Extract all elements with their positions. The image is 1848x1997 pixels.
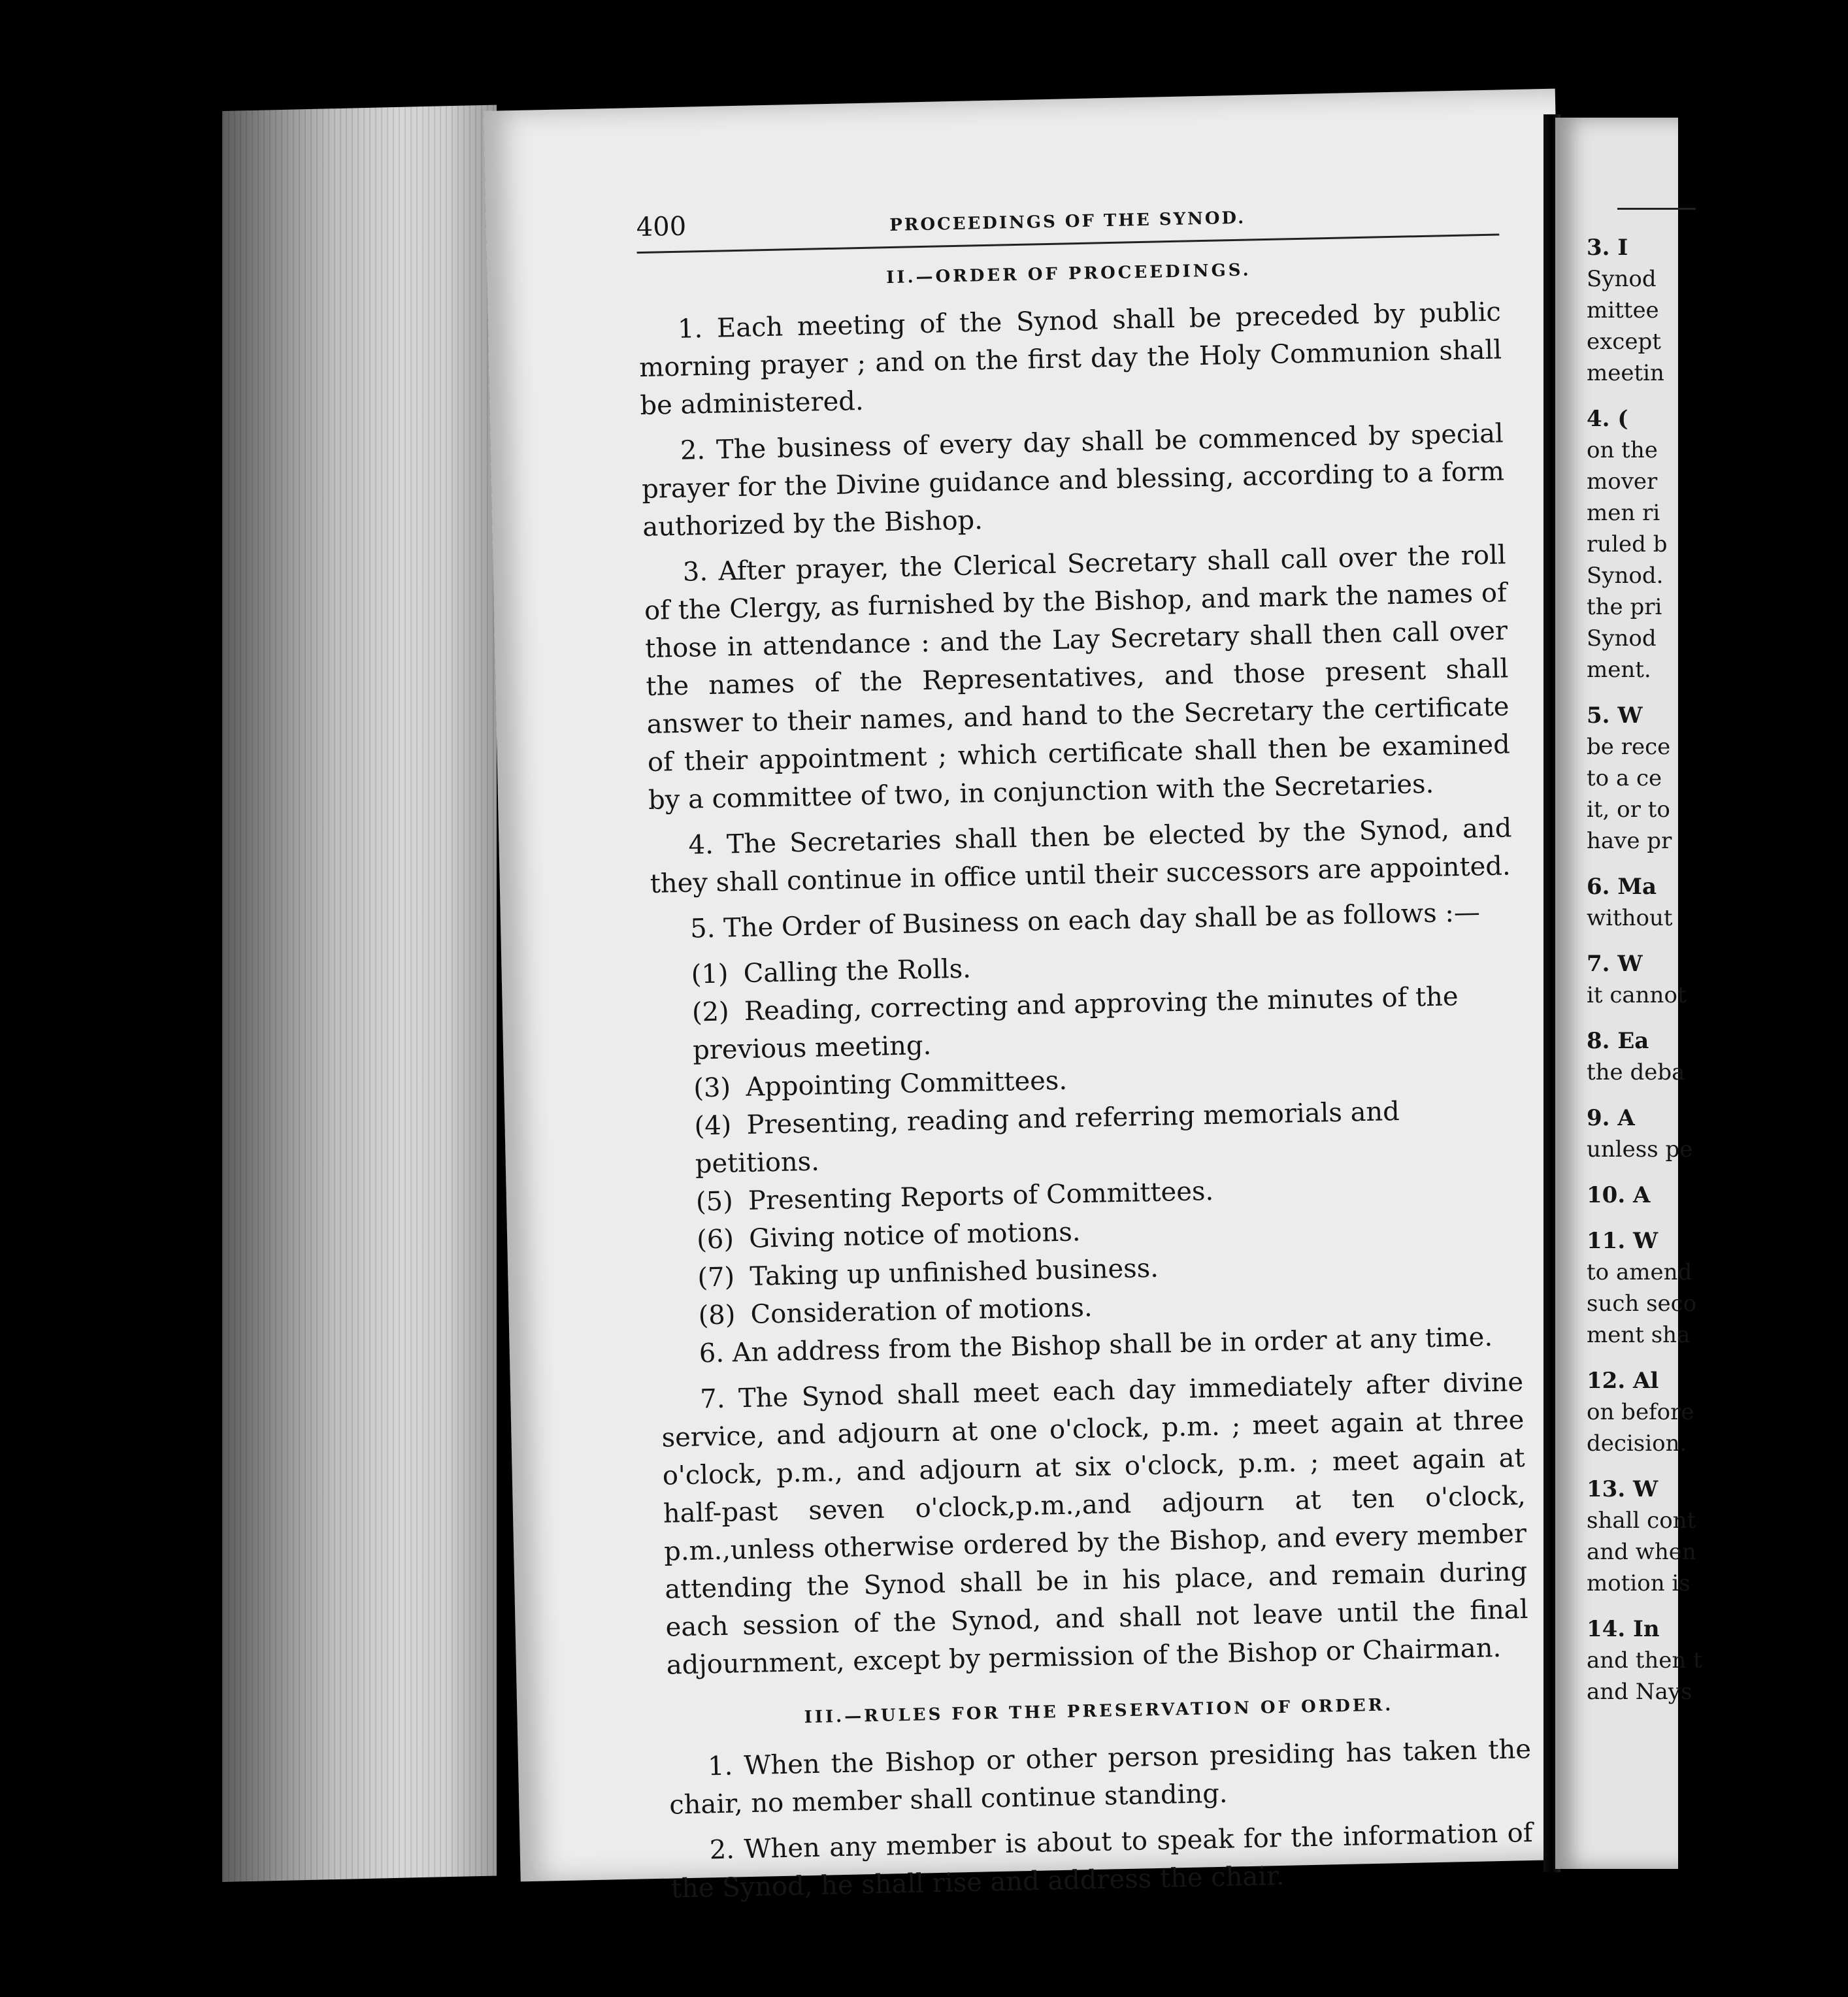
left-page xyxy=(484,89,1592,1904)
list-item: (5) Presenting Reports of Committees. xyxy=(695,1176,1214,1217)
page-number: 400 xyxy=(636,211,687,243)
right-page-line: men ri xyxy=(1587,500,1660,526)
right-page-line: 10. A xyxy=(1587,1182,1651,1208)
section-ii-title: II.—ORDER OF PROCEEDINGS. xyxy=(885,260,1251,288)
right-page-line: mittee xyxy=(1587,297,1659,323)
right-page-line: be rece xyxy=(1587,734,1671,760)
right-page-line: the deba xyxy=(1587,1059,1685,1085)
paragraph-3: 3. After prayer, the Clerical Secretary shall call over the roll of the Clergy, as furnished by the Bishop, and mark the names of those in attendance : and the Lay Secretary shall then call over the names of the Representatives, and those present shall answer to their names, and hand to the Secretary the certificate of their appointment ; which certificate shall then be examined by a committee of two, in conjunction with the Secretaries. xyxy=(644,540,1511,816)
paragraph-5: 5. The Order of Business on each day shall be as follows :— xyxy=(689,897,1481,944)
right-page-line: without xyxy=(1587,905,1673,931)
right-page-gap xyxy=(1587,1211,1848,1225)
right-page-gap xyxy=(1587,685,1848,700)
right-page-line: 12. Al xyxy=(1587,1368,1659,1394)
list-item: (4) Presenting, reading and referring memorials and petitions. xyxy=(694,1096,1400,1180)
right-page-line: it cannot xyxy=(1587,982,1687,1008)
section-iii-title: III.—RULES FOR THE PRESERVATION OF ORDER. xyxy=(804,1695,1394,1728)
right-page-line: decision. xyxy=(1587,1430,1687,1457)
list-item: (6) Giving notice of motions. xyxy=(696,1217,1081,1255)
right-page-line: have pr xyxy=(1587,828,1672,854)
right-page-rule xyxy=(1617,208,1696,210)
right-page-gap xyxy=(1587,1351,1848,1365)
paragraph-1: 1. Each meeting of the Synod shall be preceded by public morning prayer ; and on the first day the Holy Communion shall be administered. xyxy=(638,297,1502,421)
order-of-business-list xyxy=(652,938,1522,1336)
right-page-line: 9. A xyxy=(1587,1105,1635,1131)
list-item: (3) Appointing Committees. xyxy=(693,1065,1068,1104)
right-page-fragment xyxy=(1555,118,1702,1869)
right-page-line: such seco xyxy=(1587,1291,1697,1317)
list-item: (1) Calling the Rolls. xyxy=(691,953,972,990)
list-item: (2) Reading, correcting and approving the minutes of the previous meeting. xyxy=(691,982,1459,1066)
right-page-gap xyxy=(1587,1459,1848,1474)
right-page-gap xyxy=(1587,857,1848,871)
right-page-line: ruled b xyxy=(1587,531,1668,557)
book-page-edge-lines xyxy=(222,105,497,1882)
right-page-lines xyxy=(1587,232,1848,1708)
paragraph-6: 6. An address from the Bishop shall be in order at any time. xyxy=(699,1322,1493,1369)
right-page-line: to amend xyxy=(1587,1259,1692,1285)
right-page-line: 14. In xyxy=(1587,1616,1660,1642)
right-page-gap xyxy=(1587,1088,1848,1102)
right-page-line: on before xyxy=(1587,1399,1694,1425)
right-page-gap xyxy=(1587,934,1848,948)
right-page-gap xyxy=(1587,1011,1848,1025)
right-page-line: and when xyxy=(1587,1539,1696,1565)
right-page-line: mover xyxy=(1587,469,1658,495)
rule-2: 2. When any member is about to speak for the information of the Synod, he shall rise and address the chair. xyxy=(670,1817,1534,1904)
list-item: (8) Consideration of motions. xyxy=(698,1292,1093,1331)
right-page-line: and Nays xyxy=(1587,1679,1692,1705)
right-page-line: Synod. xyxy=(1587,563,1664,589)
right-page-line: it, or to xyxy=(1587,797,1670,823)
right-page-line: on the xyxy=(1587,437,1658,463)
rule-1: 1. When the Bishop or other person presiding has taken the chair, no member shall continue standing. xyxy=(668,1734,1532,1821)
right-page-line: 8. Ea xyxy=(1587,1028,1649,1054)
right-page-line: and then t xyxy=(1587,1647,1702,1674)
right-page-line: except xyxy=(1587,329,1661,355)
right-page-line: 5. W xyxy=(1587,702,1643,729)
right-page-line: 4. ( xyxy=(1587,406,1628,432)
paragraph-2: 2. The business of every day shall be commenced by special prayer for the Divine guidance and blessing, according to a form authorized by the Bishop. xyxy=(641,418,1505,543)
right-page-gap xyxy=(1587,1165,1848,1180)
list-item: (7) Taking up unfinished business. xyxy=(697,1253,1159,1293)
right-page-line: shall cont xyxy=(1587,1508,1696,1534)
paragraph-4: 4. The Secretaries shall then be elected by the Synod, and they shall continue in office until their successors are appointed. xyxy=(650,813,1512,899)
paragraph-7: 7. The Synod shall meet each day immediately after divine service, and adjourn at one o'clock, p.m. ; meet again at three o'clock, p.m., and adjourn at six o'clock, p.m. ; meet again at half-past seven o'clock,p.m.,and adjourn at ten o'clock, p.m.,unless otherwise ordered by the Bishop, and every member attending the Synod shall be in his place, and remain during each session of the Synod, and shall not leave until the final adjournment, except by permission of the Bishop or Chairman. xyxy=(661,1367,1528,1681)
right-page-gap xyxy=(1587,1599,1848,1613)
right-page-line: the pri xyxy=(1587,594,1662,620)
right-page-line: 3. I xyxy=(1587,235,1628,261)
right-page-line: 13. W xyxy=(1587,1476,1658,1502)
right-page-line: ment. xyxy=(1587,657,1651,683)
running-head xyxy=(636,195,1499,254)
right-page-line: to a ce xyxy=(1587,765,1662,791)
right-page-line: unless pe xyxy=(1587,1136,1693,1163)
right-page-line: Synod xyxy=(1587,625,1657,652)
right-page-line: ment sha xyxy=(1587,1322,1691,1348)
right-page-line: meetin xyxy=(1587,360,1664,386)
right-page-line: 6. Ma xyxy=(1587,874,1657,900)
right-page-line: Synod xyxy=(1587,266,1657,292)
left-page-content xyxy=(636,195,1534,1916)
right-page-line: motion is xyxy=(1587,1570,1691,1596)
right-page-gap xyxy=(1587,389,1848,403)
right-page-line: 11. W xyxy=(1587,1228,1658,1254)
right-page-line: 7. W xyxy=(1587,951,1643,977)
running-title: PROCEEDINGS OF THE SYNOD. xyxy=(889,208,1246,236)
